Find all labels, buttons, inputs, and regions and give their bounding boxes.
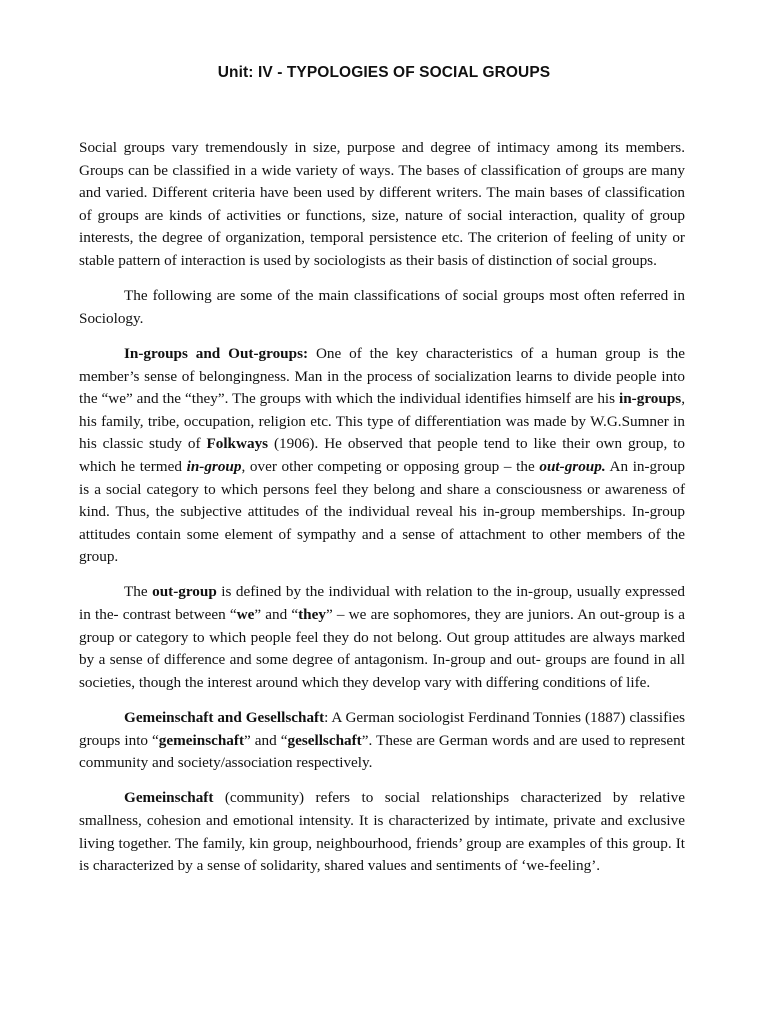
paragraph-in-out-groups: [79, 343, 685, 569]
text-span: : A German sociologist Ferdinand Tonnies (1887) classifies groups into “: [79, 709, 686, 749]
bold-italic-term: [539, 458, 605, 475]
paragraph-classifications-text: The following are some of the main classifications of social groups most often referred in Sociology.: [79, 287, 685, 327]
bold-term: they: [298, 606, 326, 624]
text-span: (community) refers to social relationships characterized by relative smallness, cohesion and emotional intensity. It is characterized by intimate, private and exclusive living together. The family, kin group, neighbourhood, friends’ group are examples of this group. It is characterized by a sense of solidarity, shared values and sentiments of ‘we-feeling’.: [79, 789, 685, 875]
bold-term: we: [236, 606, 255, 624]
bold-term: out-group: [152, 583, 217, 601]
text-span: One of the key characteristics of a human group is the member’s sense of belongingness. Man in the process of socialization learns to divide people into the “we” and the “they”. The groups with which the individual identifies himself are his: [79, 344, 686, 408]
paragraph-intro-text: Social groups vary tremendously in size, purpose and degree of intimacy among its members. Groups can be classified in a wide variety of ways. The bases of classification of groups are many and varied. Different criteria have been used by different writers. The main bases of classification of groups are kinds of activities or functions, size, nature of social interaction, quality of group interests, the degree of organization, temporal persistence etc. The criterion of feeling of unity or stable pattern of interaction is used by sociologists as their basis of distinction of social groups.: [79, 139, 685, 269]
text-span: ” – we are sophomores, they are juniors. An out-group is a group or category to which people feel they do not belong. Out group attitudes are always marked by a sense of difference and some degree of antagonism. In-group and out- groups are found in all societies, though the interest around which they develop vary with differing conditions of life.: [79, 606, 685, 691]
text-span: , his family, tribe, occupation, religion etc. This type of differentiation was made by W.G.Sumner in his classic study of: [79, 390, 685, 453]
paragraph-intro: [79, 137, 685, 273]
paragraph-gemeinschaft: [79, 787, 685, 877]
in-out-groups-heading: In-groups and Out-groups:: [124, 344, 309, 362]
bold-term: Folkways: [206, 435, 269, 453]
text-span: The: [124, 583, 153, 601]
gemeinschaft-heading: Gemeinschaft: [124, 789, 214, 807]
page-title: Unit: IV - TYPOLOGIES OF SOCIAL GROUPS: [217, 64, 551, 81]
text-span: (1906). He observed that people tend to like their own group, to which he termed: [79, 435, 685, 475]
text-span: An in-group is a social category to which persons feel they belong and share a consciousness or awareness of kind. Thus, the subjective attitudes of the individual reveal his in-group memberships. In-group attitudes contain some element of sympathy and a sense of attachment to other members of the group.: [79, 457, 685, 566]
text-span: ”. These are German words and are used to represent community and society/association respectively.: [79, 731, 685, 772]
gemeinschaft-gesellschaft-heading: Gemeinschaft and Gesellschaft: [124, 709, 325, 727]
bold-italic-term: [187, 458, 242, 475]
bold-term: gemeinschaft: [158, 731, 244, 749]
document-body: [79, 137, 685, 890]
text-span: is defined by the individual with relation to the in-group, usually expressed in the- contrast between “: [79, 583, 686, 624]
text-span: , over other competing or opposing group – the: [241, 457, 540, 475]
bold-term: gesellschaft: [287, 731, 362, 749]
paragraph-gemeinschaft-gesellschaft: [79, 707, 685, 775]
paragraph-classifications: [79, 285, 685, 330]
text-span: ” and “: [244, 731, 288, 749]
italic-term: in-group: [186, 457, 242, 475]
italic-term: out-group.: [539, 457, 606, 475]
bold-term: in-groups: [619, 390, 682, 408]
text-span: ” and “: [254, 606, 299, 624]
paragraph-out-group: [79, 581, 685, 694]
